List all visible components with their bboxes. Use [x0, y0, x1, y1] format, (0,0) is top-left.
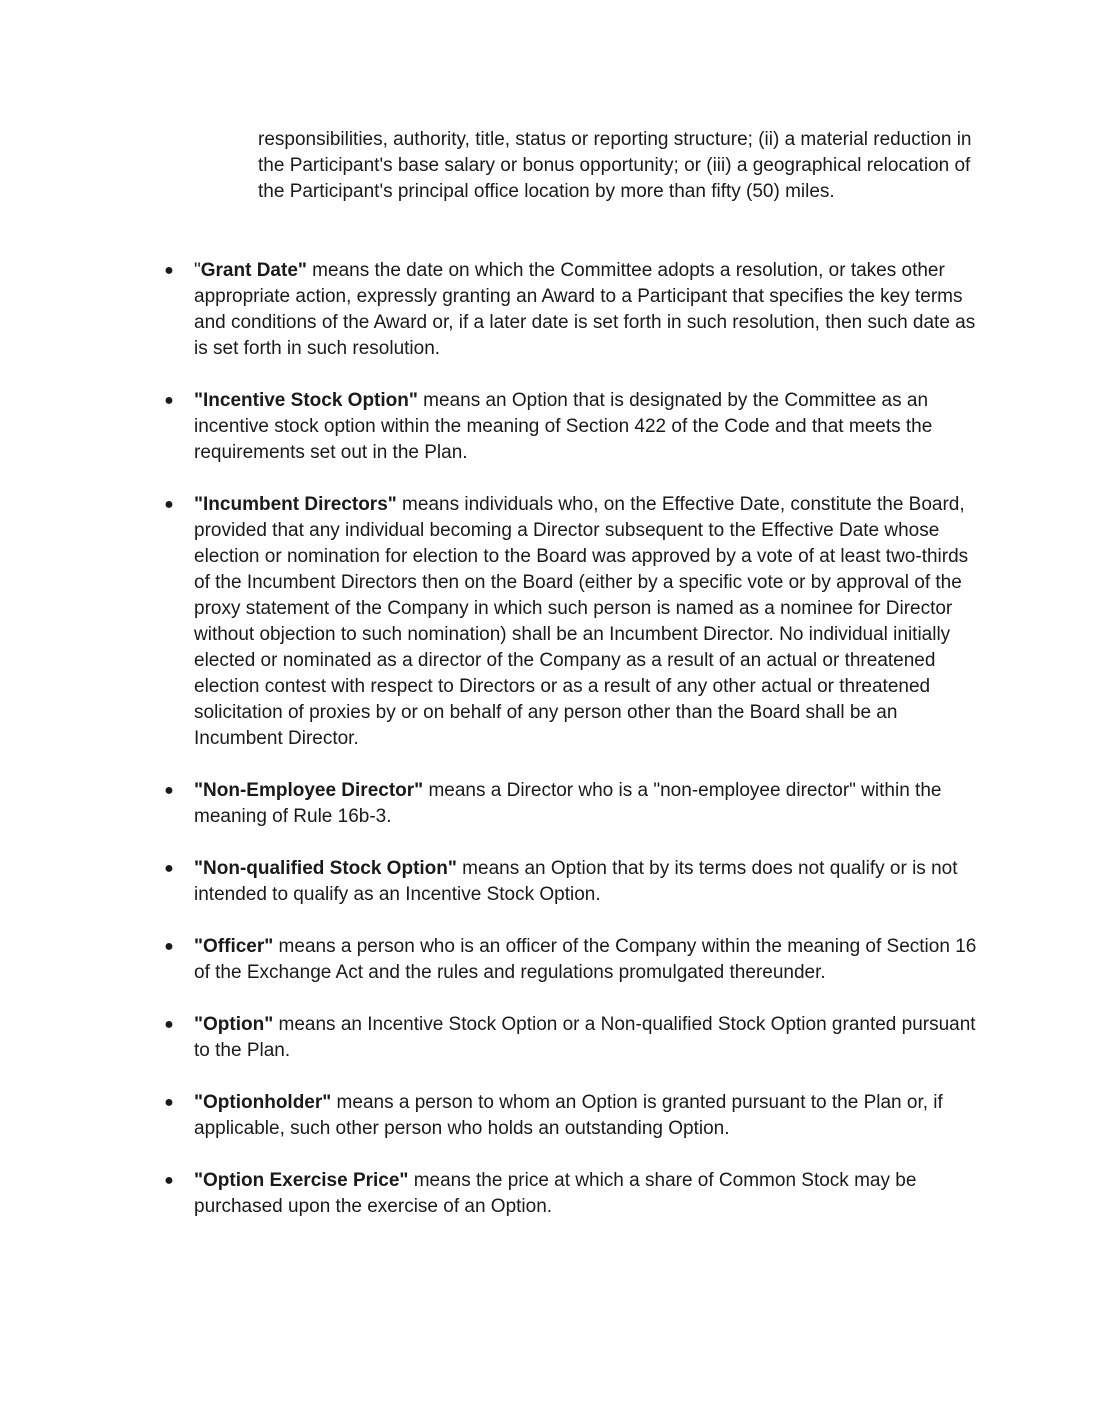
- definition-text: means a Director who is a "non-employee director" within the meaning of Rule 16b-3.: [194, 780, 942, 827]
- definition-term: "Officer": [194, 936, 274, 957]
- definition-text: means a person to whom an Option is granted pursuant to the Plan or, if applicable, such other person who holds an outstanding Option.: [194, 1092, 943, 1139]
- definition-term: "Incentive Stock Option": [194, 390, 418, 411]
- definition-term: "Optionholder": [194, 1092, 332, 1113]
- definition-term: "Non-qualified Stock Option": [194, 858, 457, 879]
- bullet-icon: ●: [164, 782, 174, 799]
- definition-incumbent-directors: [0, 492, 984, 752]
- definition-term: "Incumbent Directors": [194, 494, 397, 515]
- definition-grant-date: [0, 258, 984, 362]
- definition-option-exercise-price: [0, 1168, 984, 1220]
- definition-text: means an Option that by its terms does not qualify or is not intended to qualify as an Incentive Stock Option.: [194, 858, 958, 905]
- definition-text: means individuals who, on the Effective Date, constitute the Board, provided that any individual becoming a Director subsequent to the Effective Date whose election or nomination for election to the Board was approved by a vote of at least two-thirds of the Incumbent Directors then on the Board (either by a specific vote or by approval of the proxy statement of the Company in which such person is named as a nominee for Director without objection to such nomination) shall be an Incumbent Director. No individual initially elected or nominated as a director of the Company as a result of an actual or threatened election contest with respect to Directors or as a result of any other actual or threatened solicitation of proxies by or on behalf of any person other than the Board shall be an Incumbent Director.: [194, 494, 969, 749]
- bullet-icon: ●: [164, 1016, 174, 1033]
- definition-lead: ": [194, 260, 201, 281]
- bullet-icon: ●: [164, 262, 174, 279]
- definition-term: Grant Date": [200, 260, 307, 281]
- definition-term: "Non-Employee Director": [194, 780, 424, 801]
- definition-non-employee-director: [0, 778, 984, 830]
- continued-paragraph: responsibilities, authority, title, status or reporting structure; (ii) a material reduction in the Participant's base salary or bonus opportunity; or (iii) a geographical relocation of the Participant's principal office location by more than fifty (50) miles.: [258, 129, 972, 202]
- definition-option: [0, 1012, 984, 1064]
- definitions-list: [0, 258, 1100, 1246]
- bullet-icon: ●: [164, 1172, 174, 1189]
- definition-term: "Option Exercise Price": [194, 1170, 409, 1191]
- bullet-icon: ●: [164, 1094, 174, 1111]
- definition-text: means the price at which a share of Common Stock may be purchased upon the exercise of an Option.: [194, 1170, 917, 1217]
- definition-text: means the date on which the Committee adopts a resolution, or takes other appropriate action, expressly granting an Award to a Participant that specifies the key terms and conditions of the Award or, if a later date is set forth in such resolution, then such date as is set forth in such resolution.: [194, 260, 976, 359]
- definition-optionholder: [0, 1090, 984, 1142]
- definition-non-qualified-stock-option: [0, 856, 984, 908]
- definition-text: means an Incentive Stock Option or a Non-qualified Stock Option granted pursuant to the Plan.: [194, 1014, 976, 1061]
- definition-incentive-stock-option: [0, 388, 984, 466]
- bullet-icon: ●: [164, 496, 174, 513]
- definition-officer: [0, 934, 984, 986]
- bullet-icon: ●: [164, 392, 174, 409]
- bullet-icon: ●: [164, 860, 174, 877]
- definition-term: "Option": [194, 1014, 274, 1035]
- definition-text: means a person who is an officer of the Company within the meaning of Section 16 of the Exchange Act and the rules and regulations promulgated thereunder.: [194, 936, 977, 983]
- bullet-icon: ●: [164, 938, 174, 955]
- definition-text: means an Option that is designated by the Committee as an incentive stock option within the meaning of Section 422 of the Code and that meets the requirements set out in the Plan.: [194, 390, 933, 463]
